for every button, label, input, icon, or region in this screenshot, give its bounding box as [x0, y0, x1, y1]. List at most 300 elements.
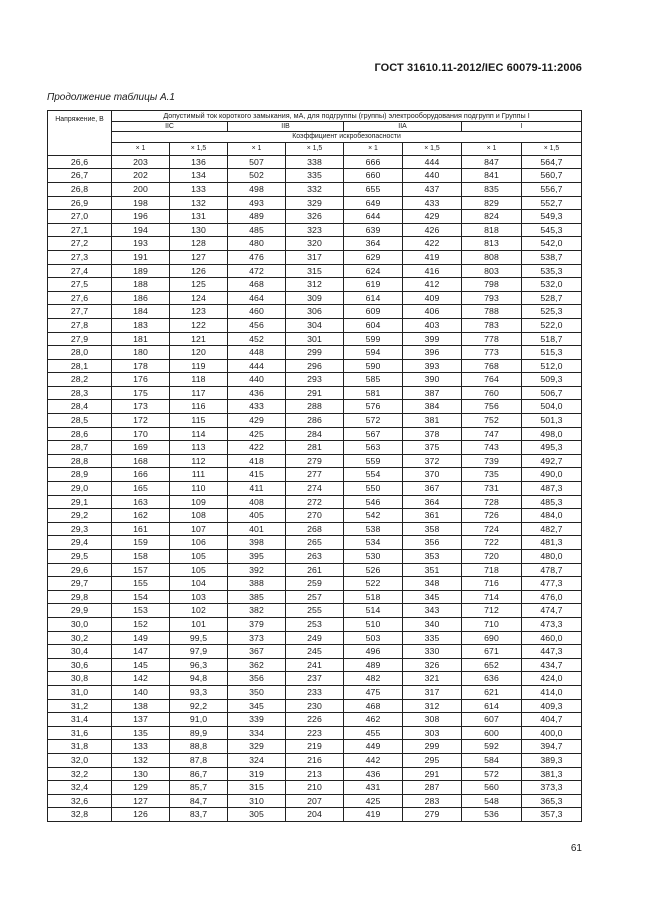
table-row [48, 617, 582, 631]
current-cell: 803 [462, 264, 522, 278]
current-cell: 496 [344, 645, 403, 659]
current-cell: 373 [228, 631, 286, 645]
current-cell: 127 [112, 794, 170, 808]
current-cell: 536 [462, 808, 522, 822]
voltage-cell: 29,3 [48, 522, 112, 536]
current-cell: 415 [228, 468, 286, 482]
current-cell: 284 [286, 427, 344, 441]
page-number: 61 [570, 843, 582, 854]
table-row [48, 563, 582, 577]
current-cell: 210 [286, 781, 344, 795]
current-cell: 409,3 [522, 699, 582, 713]
current-cell: 512,0 [522, 359, 582, 373]
current-cell: 176 [112, 373, 170, 387]
current-cell: 409 [403, 291, 462, 305]
current-cell: 183 [112, 318, 170, 332]
current-cell: 419 [344, 808, 403, 822]
current-cell: 735 [462, 468, 522, 482]
current-cell: 88,8 [170, 740, 228, 754]
current-cell: 226 [286, 713, 344, 727]
current-cell: 564,7 [522, 155, 582, 169]
voltage-cell: 30,0 [48, 617, 112, 631]
current-cell: 87,8 [170, 753, 228, 767]
current-cell: 433 [228, 400, 286, 414]
voltage-cell: 31,0 [48, 685, 112, 699]
table-row [48, 794, 582, 808]
voltage-cell: 28,7 [48, 441, 112, 455]
table-caption: Продолжение таблицы А.1 [47, 92, 175, 103]
current-cell: 173 [112, 400, 170, 414]
current-cell: 123 [170, 305, 228, 319]
voltage-cell: 29,1 [48, 495, 112, 509]
table-row [48, 454, 582, 468]
current-cell: 118 [170, 373, 228, 387]
current-cell: 477,3 [522, 577, 582, 591]
current-cell: 381 [403, 414, 462, 428]
table-row [48, 536, 582, 550]
current-cell: 102 [170, 604, 228, 618]
voltage-cell: 27,6 [48, 291, 112, 305]
table-row [48, 346, 582, 360]
current-cell: 130 [112, 767, 170, 781]
current-cell: 666 [344, 155, 403, 169]
current-cell: 203 [112, 155, 170, 169]
current-cell: 180 [112, 346, 170, 360]
voltage-cell: 28,8 [48, 454, 112, 468]
current-cell: 449 [344, 740, 403, 754]
current-cell: 91,0 [170, 713, 228, 727]
current-cell: 518 [344, 590, 403, 604]
table-row [48, 332, 582, 346]
current-cell: 97,9 [170, 645, 228, 659]
current-cell: 283 [403, 794, 462, 808]
current-cell: 504,0 [522, 400, 582, 414]
current-cell: 113 [170, 441, 228, 455]
current-cell: 462 [344, 713, 403, 727]
current-cell: 480 [228, 237, 286, 251]
current-cell: 482 [344, 672, 403, 686]
table-row [48, 550, 582, 564]
current-cell: 412 [403, 278, 462, 292]
current-cell: 196 [112, 210, 170, 224]
current-cell: 279 [403, 808, 462, 822]
current-cell: 554 [344, 468, 403, 482]
voltage-cell: 29,7 [48, 577, 112, 591]
current-cell: 237 [286, 672, 344, 686]
current-cell: 720 [462, 550, 522, 564]
current-cell: 442 [344, 753, 403, 767]
group-header-iia: IIA [344, 121, 462, 132]
current-cell: 724 [462, 522, 522, 536]
current-cell: 546 [344, 495, 403, 509]
current-cell: 353 [403, 550, 462, 564]
current-cell: 99,5 [170, 631, 228, 645]
current-cell: 743 [462, 441, 522, 455]
current-cell: 778 [462, 332, 522, 346]
table-row [48, 223, 582, 237]
current-cell: 364 [403, 495, 462, 509]
table-row [48, 169, 582, 183]
current-cell: 261 [286, 563, 344, 577]
voltage-cell: 27,2 [48, 237, 112, 251]
current-cell: 793 [462, 291, 522, 305]
current-cell: 829 [462, 196, 522, 210]
current-cell: 473,3 [522, 617, 582, 631]
voltage-cell: 28,3 [48, 386, 112, 400]
current-cell: 367 [228, 645, 286, 659]
current-cell: 495,3 [522, 441, 582, 455]
current-cell: 296 [286, 359, 344, 373]
voltage-cell: 26,6 [48, 155, 112, 169]
current-cell: 367 [403, 482, 462, 496]
current-cell: 621 [462, 685, 522, 699]
current-cell: 396 [403, 346, 462, 360]
current-cell: 599 [344, 332, 403, 346]
current-cell: 340 [403, 617, 462, 631]
current-cell: 356 [228, 672, 286, 686]
current-cell: 170 [112, 427, 170, 441]
current-cell: 116 [170, 400, 228, 414]
voltage-cell: 29,6 [48, 563, 112, 577]
group-header-iib: IIB [228, 121, 344, 132]
voltage-cell: 28,0 [48, 346, 112, 360]
current-cell: 332 [286, 182, 344, 196]
current-cell: 274 [286, 482, 344, 496]
current-cell: 155 [112, 577, 170, 591]
current-cell: 400,0 [522, 726, 582, 740]
current-cell: 752 [462, 414, 522, 428]
current-cell: 503 [344, 631, 403, 645]
voltage-cell: 27,4 [48, 264, 112, 278]
current-cell: 485 [228, 223, 286, 237]
current-cell: 213 [286, 767, 344, 781]
current-cell: 84,7 [170, 794, 228, 808]
current-cell: 835 [462, 182, 522, 196]
table-row [48, 753, 582, 767]
multiplier-row [48, 142, 582, 155]
current-cell: 157 [112, 563, 170, 577]
current-cell: 145 [112, 658, 170, 672]
current-cell: 783 [462, 318, 522, 332]
current-cell: 522 [344, 577, 403, 591]
current-cell: 126 [170, 264, 228, 278]
voltage-cell: 31,2 [48, 699, 112, 713]
current-cell: 126 [112, 808, 170, 822]
current-cell: 159 [112, 536, 170, 550]
voltage-cell: 31,4 [48, 713, 112, 727]
current-cell: 121 [170, 332, 228, 346]
current-cell: 345 [403, 590, 462, 604]
current-cell: 492,7 [522, 454, 582, 468]
current-cell: 334 [228, 726, 286, 740]
current-cell: 652 [462, 658, 522, 672]
table-row [48, 577, 582, 591]
voltage-cell: 31,8 [48, 740, 112, 754]
current-cell: 287 [403, 781, 462, 795]
voltage-cell: 30,2 [48, 631, 112, 645]
current-cell: 502 [228, 169, 286, 183]
current-cell: 716 [462, 577, 522, 591]
current-cell: 321 [403, 672, 462, 686]
current-cell: 422 [403, 237, 462, 251]
voltage-cell: 28,9 [48, 468, 112, 482]
current-cell: 813 [462, 237, 522, 251]
current-cell: 166 [112, 468, 170, 482]
current-cell: 649 [344, 196, 403, 210]
current-cell: 607 [462, 713, 522, 727]
current-cell: 348 [403, 577, 462, 591]
multiplier-cell: × 1,5 [522, 142, 582, 155]
current-cell: 335 [286, 169, 344, 183]
current-main-header: Допустимый ток короткого замыкания, мА, для подгруппы (группы) электрооборудования подгрупп и Группы I [112, 111, 582, 122]
current-cell: 403 [403, 318, 462, 332]
current-cell: 614 [462, 699, 522, 713]
current-cell: 594 [344, 346, 403, 360]
current-cell: 690 [462, 631, 522, 645]
current-cell: 312 [403, 699, 462, 713]
current-cell: 572 [462, 767, 522, 781]
current-cell: 133 [112, 740, 170, 754]
current-cell: 219 [286, 740, 344, 754]
current-cell: 191 [112, 250, 170, 264]
current-cell: 270 [286, 509, 344, 523]
current-cell: 370 [403, 468, 462, 482]
current-cell: 303 [403, 726, 462, 740]
current-cell: 534 [344, 536, 403, 550]
current-cell: 291 [403, 767, 462, 781]
current-cell: 89,9 [170, 726, 228, 740]
current-cell: 138 [112, 699, 170, 713]
table-row [48, 210, 582, 224]
current-cell: 398 [228, 536, 286, 550]
current-cell: 142 [112, 672, 170, 686]
current-cell: 125 [170, 278, 228, 292]
current-cell: 726 [462, 509, 522, 523]
current-cell: 326 [286, 210, 344, 224]
current-cell: 655 [344, 182, 403, 196]
current-cell: 312 [286, 278, 344, 292]
current-cell: 487,3 [522, 482, 582, 496]
current-cell: 528,7 [522, 291, 582, 305]
current-cell: 671 [462, 645, 522, 659]
current-cell: 265 [286, 536, 344, 550]
current-cell: 351 [403, 563, 462, 577]
current-cell: 433 [403, 196, 462, 210]
current-cell: 660 [344, 169, 403, 183]
current-cell: 86,7 [170, 767, 228, 781]
current-cell: 393 [403, 359, 462, 373]
current-cell: 279 [286, 454, 344, 468]
current-cell: 480,0 [522, 550, 582, 564]
multiplier-cell: × 1 [228, 142, 286, 155]
current-cell: 710 [462, 617, 522, 631]
current-cell: 405 [228, 509, 286, 523]
voltage-cell: 27,5 [48, 278, 112, 292]
current-cell: 478,7 [522, 563, 582, 577]
current-cell: 255 [286, 604, 344, 618]
current-cell: 532,0 [522, 278, 582, 292]
current-cell: 204 [286, 808, 344, 822]
current-cell: 263 [286, 550, 344, 564]
current-cell: 301 [286, 332, 344, 346]
current-cell: 184 [112, 305, 170, 319]
voltage-cell: 30,4 [48, 645, 112, 659]
current-cell: 330 [403, 645, 462, 659]
current-cell: 154 [112, 590, 170, 604]
table-row [48, 414, 582, 428]
current-cell: 518,7 [522, 332, 582, 346]
current-cell: 175 [112, 386, 170, 400]
current-cell: 133 [170, 182, 228, 196]
current-cell: 808 [462, 250, 522, 264]
current-cell: 418 [228, 454, 286, 468]
current-cell: 96,3 [170, 658, 228, 672]
current-cell: 468 [344, 699, 403, 713]
table-row [48, 590, 582, 604]
table-row [48, 482, 582, 496]
current-cell: 241 [286, 658, 344, 672]
voltage-cell: 27,1 [48, 223, 112, 237]
current-cell: 129 [112, 781, 170, 795]
voltage-cell: 26,8 [48, 182, 112, 196]
current-cell: 202 [112, 169, 170, 183]
multiplier-cell: × 1,5 [286, 142, 344, 155]
current-cell: 305 [228, 808, 286, 822]
voltage-cell: 32,2 [48, 767, 112, 781]
current-cell: 306 [286, 305, 344, 319]
current-cell: 323 [286, 223, 344, 237]
current-cell: 310 [228, 794, 286, 808]
current-cell: 552,7 [522, 196, 582, 210]
current-cell: 134 [170, 169, 228, 183]
current-cell: 414,0 [522, 685, 582, 699]
current-cell: 436 [344, 767, 403, 781]
multiplier-cell: × 1,5 [403, 142, 462, 155]
current-cell: 384 [403, 400, 462, 414]
current-cell: 357,3 [522, 808, 582, 822]
current-cell: 345 [228, 699, 286, 713]
table-row [48, 726, 582, 740]
voltage-cell: 32,6 [48, 794, 112, 808]
current-cell: 401 [228, 522, 286, 536]
current-cell: 132 [112, 753, 170, 767]
current-cell: 119 [170, 359, 228, 373]
current-cell: 456 [228, 318, 286, 332]
table-row [48, 740, 582, 754]
current-cell: 567 [344, 427, 403, 441]
current-cell: 411 [228, 482, 286, 496]
current-cell: 259 [286, 577, 344, 591]
voltage-cell: 26,7 [48, 169, 112, 183]
current-cell: 198 [112, 196, 170, 210]
table-row [48, 373, 582, 387]
table-row [48, 808, 582, 822]
current-cell: 92,2 [170, 699, 228, 713]
voltage-cell: 27,3 [48, 250, 112, 264]
current-cell: 545,3 [522, 223, 582, 237]
voltage-cell: 27,7 [48, 305, 112, 319]
current-cell: 452 [228, 332, 286, 346]
current-cell: 824 [462, 210, 522, 224]
current-cell: 339 [228, 713, 286, 727]
current-cell: 474,7 [522, 604, 582, 618]
current-cell: 136 [170, 155, 228, 169]
current-cell: 444 [403, 155, 462, 169]
table-row [48, 196, 582, 210]
multiplier-cell: × 1 [344, 142, 403, 155]
current-cell: 538,7 [522, 250, 582, 264]
current-cell: 299 [403, 740, 462, 754]
current-cell: 122 [170, 318, 228, 332]
current-cell: 431 [344, 781, 403, 795]
voltage-cell: 29,5 [48, 550, 112, 564]
current-cell: 549,3 [522, 210, 582, 224]
current-cell: 538 [344, 522, 403, 536]
current-cell: 162 [112, 509, 170, 523]
current-cell: 624 [344, 264, 403, 278]
current-cell: 193 [112, 237, 170, 251]
voltage-cell: 27,8 [48, 318, 112, 332]
current-cell: 106 [170, 536, 228, 550]
current-cell: 358 [403, 522, 462, 536]
current-cell: 124 [170, 291, 228, 305]
current-cell: 485,3 [522, 495, 582, 509]
current-cell: 390 [403, 373, 462, 387]
current-cell: 115 [170, 414, 228, 428]
current-cell: 714 [462, 590, 522, 604]
current-cell: 424,0 [522, 672, 582, 686]
current-cell: 563 [344, 441, 403, 455]
current-cell: 507 [228, 155, 286, 169]
current-cell: 153 [112, 604, 170, 618]
current-cell: 472 [228, 264, 286, 278]
current-cell: 216 [286, 753, 344, 767]
current-cell: 93,3 [170, 685, 228, 699]
current-cell: 764 [462, 373, 522, 387]
current-cell: 440 [403, 169, 462, 183]
current-cell: 847 [462, 155, 522, 169]
current-cell: 315 [228, 781, 286, 795]
table-row [48, 155, 582, 169]
standard-designation: ГОСТ 31610.11-2012/IEC 60079-11:2006 [374, 62, 582, 74]
current-cell: 798 [462, 278, 522, 292]
current-cell: 468 [228, 278, 286, 292]
current-cell: 425 [228, 427, 286, 441]
current-cell: 308 [403, 713, 462, 727]
current-cell: 137 [112, 713, 170, 727]
current-cell: 584 [462, 753, 522, 767]
group-header-iic: IIC [112, 121, 228, 132]
current-cell: 140 [112, 685, 170, 699]
current-cell: 127 [170, 250, 228, 264]
table-row [48, 685, 582, 699]
current-cell: 101 [170, 617, 228, 631]
current-cell: 147 [112, 645, 170, 659]
current-cell: 299 [286, 346, 344, 360]
voltage-cell: 32,8 [48, 808, 112, 822]
current-cell: 149 [112, 631, 170, 645]
current-cell: 501,3 [522, 414, 582, 428]
table-row [48, 604, 582, 618]
current-cell: 773 [462, 346, 522, 360]
current-cell: 644 [344, 210, 403, 224]
voltage-cell: 29,2 [48, 509, 112, 523]
current-cell: 489 [344, 658, 403, 672]
current-cell: 304 [286, 318, 344, 332]
current-cell: 382 [228, 604, 286, 618]
current-cell: 818 [462, 223, 522, 237]
current-cell: 440 [228, 373, 286, 387]
